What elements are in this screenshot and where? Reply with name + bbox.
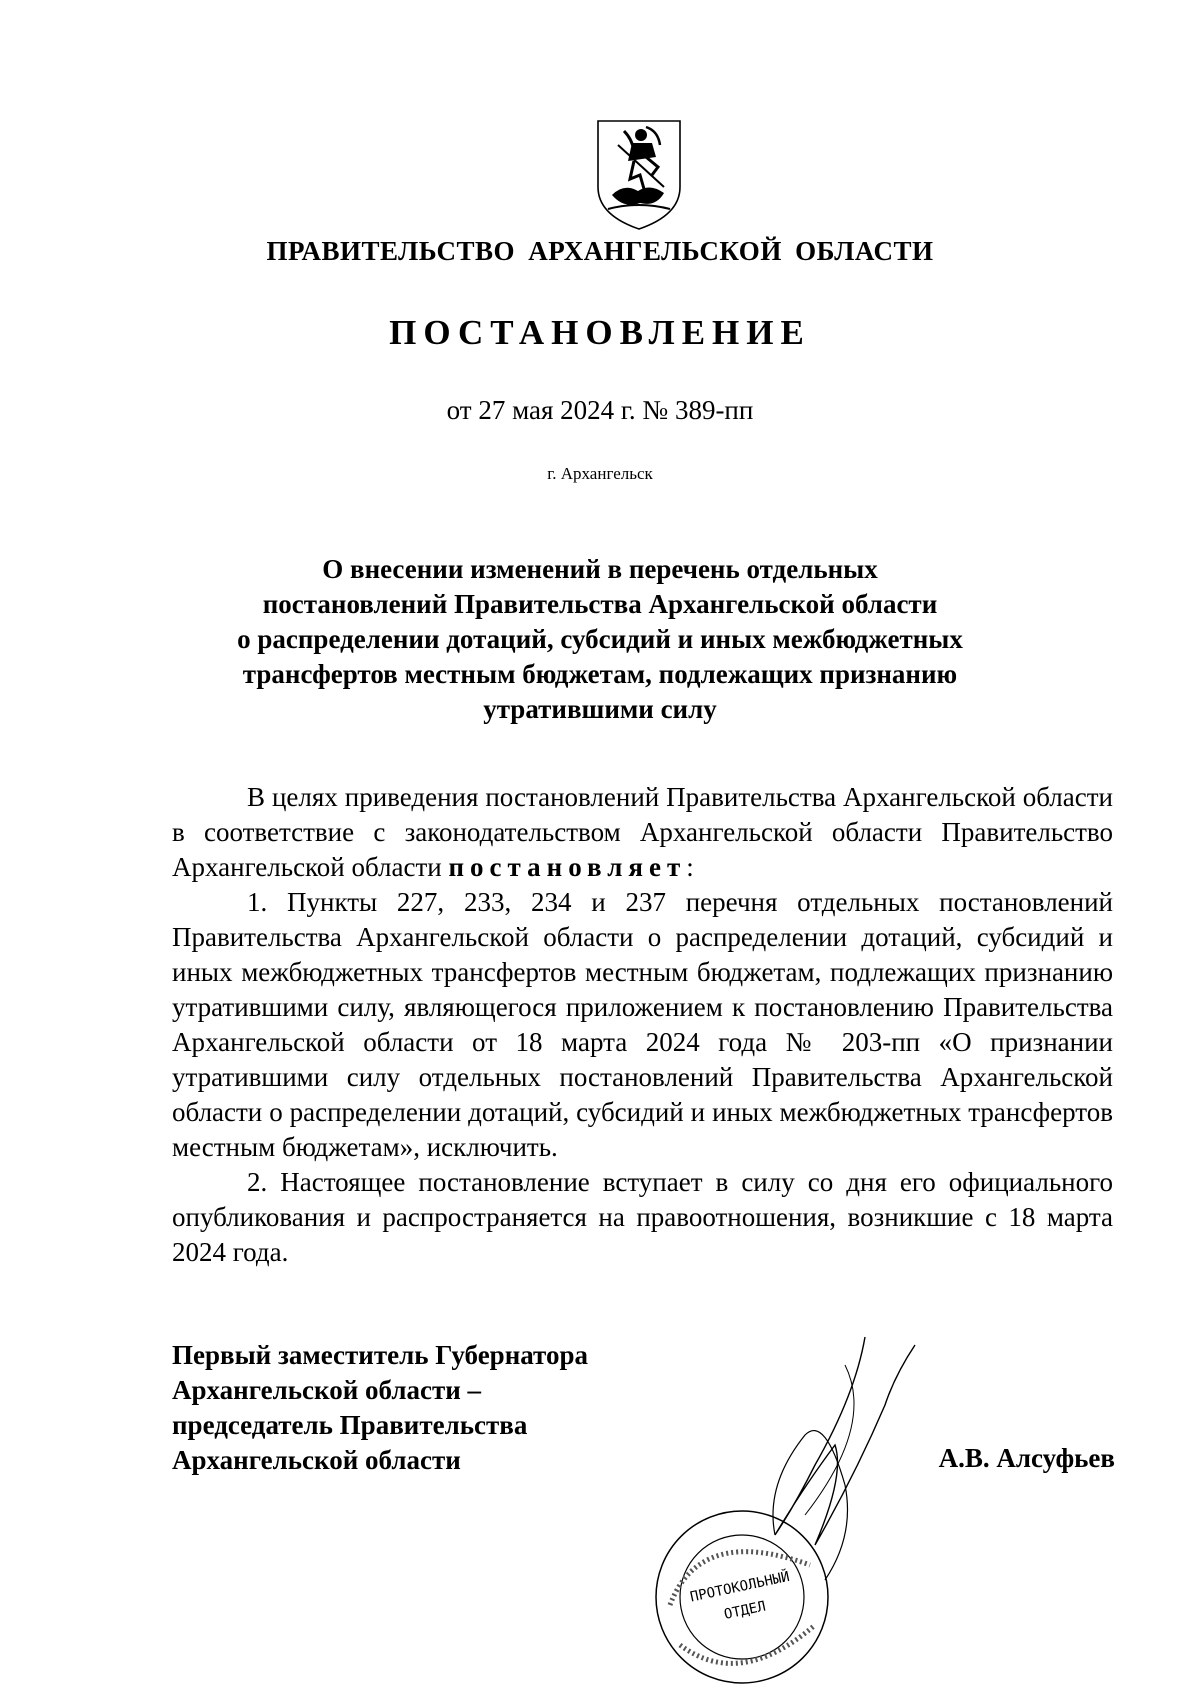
document-body [172,780,1113,1270]
stamp-text-line: ОТДЕЛ [722,1598,768,1623]
protocol-department-stamp-icon [640,1505,845,1690]
coat-of-arms-icon [594,117,684,233]
position-line: Архангельской области [172,1445,461,1475]
title-line: трансфертов местным бюджетам, подлежащих признанию [242,659,958,689]
decree-colon: : [686,852,694,882]
position-line: Архангельской области – [172,1375,482,1405]
document-city: г. Архангельск [547,464,653,483]
document-title [180,552,1020,727]
position-line: Первый заместитель Губернатора [172,1340,588,1370]
title-line: о распределении дотаций, субсидий и иных межбюджетных [237,624,963,654]
title-line: утратившими силу [483,694,717,724]
document-date-number: от 27 мая 2024 г. № 389-пп [446,395,754,425]
organization-name: ПРАВИТЕЛЬСТВО АРХАНГЕЛЬСКОЙ ОБЛАСТИ [266,236,934,266]
document-type: ПОСТАНОВЛЕНИЕ [389,313,811,352]
preamble-text: В целях приведения постановлений Правительства Архангельской области в соответствие с законодательством Архангельской области Правительство Архангельской области [172,782,1113,882]
decree-word: постановляет [448,852,687,882]
item-1-paragraph: 1. Пункты 227, 233, 234 и 237 перечня отдельных постановлений Правительства Архангельской области о распределении дотаций, субсидий и иных межбюджетных трансфертов местным бюджетам, подлежащих признанию утратившими силу, являющегося приложением к постановлению Правительства Архангельской области от 18 марта 2024 года № 203-пп «О признании утратившими силу отдельных постановлений Правительства Архангельской области о распределении дотаций, субсидий и иных межбюджетных трансфертов местным бюджетам», исключить. [172,887,1113,1162]
stamp-text-line: ПРОТОКОЛЬНЫЙ [688,1568,792,1606]
signatory-name: А.В. Алсуфьев [938,1443,1115,1473]
title-line: О внесении изменений в перечень отдельных [322,554,878,584]
item-2-paragraph: 2. Настоящее постановление вступает в силу со дня его официального опубликования и распространяется на правоотношения, возникшие с 18 марта 2024 года. [172,1167,1113,1267]
signatory-position [172,1338,692,1478]
position-line: председатель Правительства [172,1410,528,1440]
title-line: постановлений Правительства Архангельской области [262,589,938,619]
preamble-paragraph [172,780,1113,885]
